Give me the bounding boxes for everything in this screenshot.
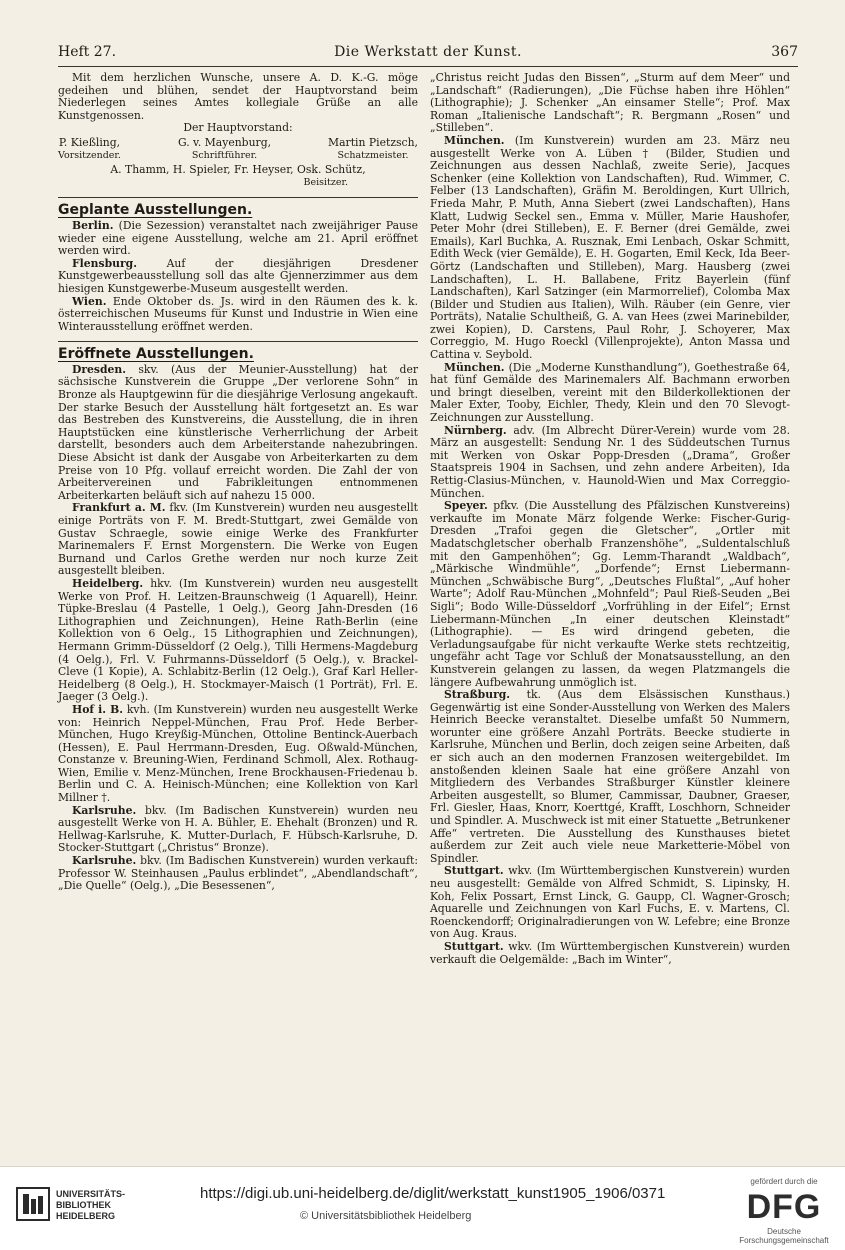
page-header — [58, 44, 798, 67]
entry-stuttgart: Stuttgart. wkv. (Im Württembergischen Kunstverein) wurden neu ausgestellt: Gemälde von Alfred Schmidt, S. Lipinsky, H. Koh, Felix Possart, Ernst Linck, G. Gaupp, Cl. Wagner-Grosch; Aquarelle und Zeichnungen von Karl Fuchs, E. v. Martens, Cl. Roenckendorff; Originalradierungen von W. Lefebre; eine Bronze von Aug. Kraus. — [430, 864, 791, 941]
dfg-logo-icon: DFG — [746, 1188, 822, 1226]
entry-muenchen: München. (Im Kunstverein) wurden am 23. März neu ausgestellt Werke von A. Lüben † (Bilder, Studien und Zeichnungen aus dessen Nachlaß, zweite Serie), Jacques Schenker (eine Kollektion von Landschaften), Rud. Wimmer, C. Felber (13 Landschaften), Gräfin M. Beroldingen, Kurt Ullrich, Frieda Mahr, P. Muth, Anna Siebert (zwei Landschaften), Hans Klatt, Ludwig Seckel sen., Emma v. Müller, Marie Haushofer, Peter Mohr (drei Stilleben), E. F. Berner (drei Gemälde, zwei Emails), Karl Buchka, A. Rusznak, Emi Lenbach, Oskar Schmitt, Edith Weck (vier Gemälde), E. H. Gogarten, Emil Keck, Ida Beer-Görtz (Landschaften und Stilleben), Marg. Hausberg (zwei Landschaften), L. H. Ballabene, Fritz Bayerlein (fünf Landschaften), Karl Satzinger (ein Marmorrelief), Colomba Max (Bilder und Studien aus Italien), Wilh. Räuber (ein Genre, vier Porträts), Natalie Schultheiß, G. A. van Hees (zwei Marinebilder, zwei Kopien), D. Carstens, Paul Rohr, J. Schoyerer, Max Correggio, M. Hugo Roeckl (Villenprojekte), Anton Massa und Cattina v. Seybold. — [430, 133, 790, 362]
signatory: G. v. Mayenburg, Schriftführer. — [177, 135, 272, 161]
page-number: 367 — [771, 44, 798, 60]
left-column — [58, 72, 418, 893]
entry-continuation: „Christus reicht Judas den Bissen“, „Sturm auf dem Meer“ und „Landschaft“ (Radierungen), „Die Füchse haben ihre Höhlen“ (Lithographie); J. Schenker „An einsamer Stelle“; Prof. Max Roman „Italienische Landschaft“; R. Bergmann „Rosen“ und „Stilleben“. — [430, 71, 790, 135]
entry-speyer: Speyer. pfkv. (Die Ausstellung des Pfälzischen Kunstvereins) verkaufte im Monate März folgende Werke: Fischer-Gurig-Dresden „Trafoi gegen die Gletscher“, „Ortler mit Madatschgletscher oberhalb Franzenshöhe“, „Suldentalschluß mit den Gampenhöhen“; Gg. Lemm-Tharandt „Waldbach“, „Märkische Windmühle“, „Dorfende“; Ernst Liebermann-München „Schwäbische Burg“, „Deutsches Flußtal“, „Auf hoher Warte“; Adolf Rau-München „Mohnfeld“; Paul Rieß-Seuden „Bei Sigli“; Bodo Wille-Düsseldorf „Vorfrühling in der Eifel“; Ernst Liebermann-München „In einer deutschen Kleinstadt“ (Lithographie). — Es wird dringend gebeten, die Verladungsaufgabe für nicht verkaufte Werke stets rechtzeitig, ungefähr acht Tage vor Schluß der Monatsausstellung, an den Kunstverein gelangen zu lassen, da wegen Platzmangels die längere Aufbewahrung unmöglich ist. — [430, 499, 790, 689]
entry-dresden: Dresden. skv. (Aus der Meunier-Ausstellung) hat der sächsische Kunstverein die Gruppe „Der verlorene Sohn“ in Bronze als Hauptgewinn für die diesjährige Verlosung angekauft. Der starke Besuch der Ausstellung hält fortgesetzt an. Es war das Bestreben des Kunstvereins, die Ausstellung, die in ihren Hauptstücken eine künstlerische Verherrlichung der Arbeit darstellt, besonders auch dem Arbeiterstande nahezubringen. Diese Absicht ist dank der Ausgabe von Arbeiterkarten zu dem Preise von 10 Pfg. vollauf erreicht worden. Die Zahl der von Arbeitervereinen und Fabrikleitungen entnommenen Arbeiterkarten beläuft sich auf nahezu 15 000. — [58, 362, 418, 502]
footer-bar — [0, 1166, 845, 1250]
signatories-role: Beisitzer. — [303, 176, 348, 188]
entry-stuttgart: Stuttgart. wkv. (Im Württembergischen Kunstverein) wurden verkauft die Oelgemälde: „Bach im Winter“, — [430, 939, 791, 966]
section-title-opened: Eröffnete Ausstellungen. — [58, 346, 254, 363]
library-logo[interactable] — [16, 1183, 126, 1227]
signatories-row2: A. Thamm, H. Spieler, Fr. Heyser, Osk. Schütz, — [110, 163, 366, 177]
issue-number: Heft 27. — [58, 44, 117, 60]
greeting-paragraph: Mit dem herzlichen Wunsche, unsere A. D. K.-G. möge gedeihen und blühen, sendet der Hauptvorstand beim Niederlegen seines Amtes kollegiale Grüße an alle Kunstgenossen. — [58, 71, 418, 122]
entry-frankfurt: Frankfurt a. M. fkv. (Im Kunstverein) wurden neu ausgestellt einige Porträts von F. M. Bredt-Stuttgart, zwei Gemälde von Gustav Schraegle, sowie einige Werke des Frankfurter Marinemalers F. Ernst Morgenstern. Die Werke von Eugen Burnand und Carlos Grethe werden nur noch kurze Zeit ausgestellt bleiben. — [58, 501, 419, 578]
signatories-row — [58, 137, 418, 162]
section-title-planned: Geplante Ausstellungen. — [58, 202, 253, 219]
right-column — [430, 72, 790, 966]
entry-karlsruhe: Karlsruhe. bkv. (Im Badischen Kunstverein) wurden verkauft: Professor W. Steinhausen „Paulus erblindet“, „Abendlandschaft“, „Die Quelle“ (Oelg.), „Die Besessenen“, — [58, 854, 418, 893]
journal-title: Die Werkstatt der Kunst. — [334, 44, 522, 60]
entry-nuernberg: Nürnberg. adv. (Im Albrecht Dürer-Verein) wurde vom 28. März an ausgestellt: Sendung Nr. 1 des Süddeutschen Turnus mit Werken von Oskar Popp-Dresden („Drama“, Großer Staatspreis 1904 in Sachsen, und zehn andere Arbeiten), Ida Rettig-Clasius-München, v. Haunold-Wien und Max Correggio-München. — [430, 423, 790, 500]
copyright-notice: © Universitätsbibliothek Heidelberg — [300, 1210, 472, 1222]
signatory: Martin Pietzsch, Schatzmeister. — [328, 135, 418, 161]
signatory: P. Kießling, Vorsitzender. — [58, 135, 121, 161]
divider — [58, 341, 418, 342]
library-seal-icon — [16, 1187, 50, 1221]
entry-flensburg: Flensburg. Auf der diesjährigen Dresdener Kunstgewerbeausstellung soll das alte Gjennerzimmer aus dem hiesigen Kunstgewerbe-Museum ausgestellt werden. — [58, 256, 418, 295]
entry-berlin: Berlin. (Die Sezession) veranstaltet nach zweijähriger Pause wieder eine eigene Ausstellung, welche am 21. April eröffnet werden wird. — [58, 218, 418, 258]
library-name: UNIVERSITÄTS- BIBLIOTHEK HEIDELBERG — [56, 1189, 126, 1221]
entry-wien: Wien. Ende Oktober ds. Js. wird in den Räumen des k. k. österreichischen Museums für Kunst und Industrie in Wien eine Winterausstellung eröffnet werden. — [58, 294, 418, 333]
divider — [58, 197, 418, 198]
signature-title: Der Hauptvorstand: — [183, 121, 293, 135]
entry-muenchen: München. (Die „Moderne Kunsthandlung“), Goethestraße 64, hat fünf Gemälde des Marinemalers Alf. Bachmann erworben und bringt dieselben, vereint mit den Bilderkollektionen der Maler Exter, Tooby, Eichler, Thedy, Klein und den 70 Slevogt-Zeichnungen zur Ausstellung. — [430, 360, 791, 425]
entry-karlsruhe: Karlsruhe. bkv. (Im Badischen Kunstverein) wurden neu ausgestellt Werke von H. A. Bühler, E. Ehehalt (Bronzen) und R. Hellwag-Karlsruhe, K. Mutter-Durlach, F. Hübsch-Karlsruhe, D. Stocker-Stuttgart („Christus“ Bronze). — [58, 803, 418, 855]
doi-link[interactable]: https://digi.ub.uni-heidelberg.de/diglit/werkstatt_kunst1905_1906/0371 — [200, 1185, 666, 1202]
entry-hof: Hof i. B. kvh. (Im Kunstverein) wurden neu ausgestellt Werke von: Heinrich Neppel-München, Frau Prof. Hede Berber-München, Hugo Kreyßig-München, Ottoline Bentinck-Auerbach (Hessen), E. Paul Herrmann-Dresden, Eug. Oßwald-München, Constanze v. Breuning-Wien, Ferdinand Schmoll, Alex. Rothaug-Wien, Emilie v. Menz-München, Irene Brockhausen-Friedenau b. Berlin und C. A. Heinisch-München; eine Kollektion von Karl Millner †. — [58, 702, 418, 805]
entry-heidelberg: Heidelberg. hkv. (Im Kunstverein) wurden neu ausgestellt Werke von Prof. H. Leitzen-Braunschweig (1 Aquarell), Heinr. Tüpke-Breslau (4 Pastelle, 1 Oelg.), Georg Jahn-Dresden (16 Lithographien und Zeichnungen), Heine Rath-Berlin (eine Kollektion von 6 Oelg., 15 Lithographien und Zeichnungen), Hermann Grimm-Düsseldorf (2 Oelg.), Tilli Hermens-Magdeburg (4 Oelg.), Frl. V. Fuhrmanns-Düsseldorf (5 Oelg.), v. Brackel-Cleve (1 Kopie), A. Schlabitz-Berlin (12 Oelg.), Graf Karl Heller-Heidelberg (8 Oelg.), H. Stockmayer-Maisch (1 Porträt), Frl. E. Jaeger (3 Oelg.). — [58, 576, 418, 704]
entry-strassburg: Straßburg. tk. (Aus dem Elsässischen Kunsthaus.) Gegenwärtig ist eine Sonder-Ausstellung von Werken des Malers Heinrich Beecke veranstaltet. Dieselbe umfaßt 50 Nummern, worunter eine größere Anzahl Porträts. Beecke studierte in Karlsruhe, München und Berlin, doch zeigen seine Arbeiten, daß er sich auch an den modernen Franzosen weitergebildet. Im anstoßenden kleinen Saale hat eine größere Anzahl von Mitgliedern des Verbandes Straßburger Künstler kleinere Arbeiten ausgestellt, so Blumer, Cammissar, Daubner, Graeser, Frl. Giesler, Haas, Knorr, Koerttgé, Krafft, Loschhorn, Schneider und Spindler. A. Muschweck ist mit einer Statuette „Betrunkener Affe“ vertreten. Die Ausstellung des Kunsthauses bietet außerdem zur Zeit auch viele neue Marketterie-Möbel von Spindler. — [430, 688, 790, 865]
funder-logo[interactable]: gefördert durch die DFG Deutsche Forschungsgemeinschaft — [739, 1177, 829, 1245]
